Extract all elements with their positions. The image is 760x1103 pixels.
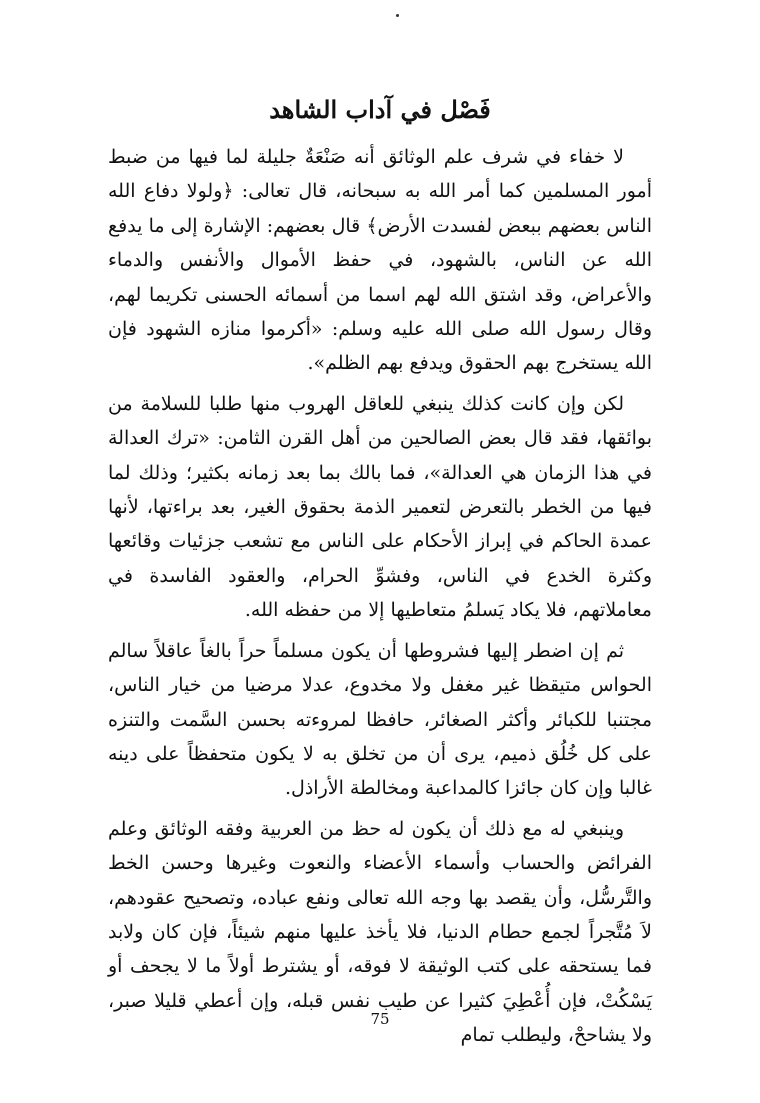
body-text xyxy=(108,140,652,1053)
paragraph-2: لكن وإن كانت كذلك ينبغي للعاقل الهروب منها طلبا للسلامة من بوائقها، فقد قال بعض الصالحين من أهل القرن الثامن: «ترك العدالة في هذا الزمان هي العدالة»، فما بالك بما بعد زمانه بكثير؛ وذلك لما فيها من الخطر بالتعرض لتعمير الذمة بحقوق الغير، بعد براءتها، لأنها عمدة الحاكم في إبراز الأحكام على الناس مع تشعب جزئيات وقائعها وكثرة الخدع في الناس، وفشوِّ الحرام، والعقود الفاسدة في معاملاتهم، فلا يكاد يَسلمُ متعاطيها إلا من حفظه الله. xyxy=(108,392,652,622)
paragraph-4: وينبغي له مع ذلك أن يكون له حظ من العربية وفقه الوثائق وعلم الفرائض والحساب وأسماء الأعضاء والنعوت وغيرها وحسن الخط والتَّرسُّل، وأن يقصد بها وجه الله تعالى ونفع عباده، وتصحيح عقودهم، لاَ مُتَّجراً لجمع حطام الدنيا، فلا يأخذ عليها منهم شيئاً، فإن كان ولابد فما يستحقه على كتب الوثيقة لا فوقه، أو يشترط أولاً ما لا يجحف أو يَسْكُتْ، فإن أُعْطِيَ كثيرا عن طيب نفس قبله، وإن أعطي قليلا صبر، ولا يشاححْ، وليطلب تمام xyxy=(108,817,652,1047)
paragraph-1: لا خفاء في شرف علم الوثائق أنه صَنْعَةٌ جليلة لما فيها من ضبط أمور المسلمين كما أمر الله به سبحانه، قال تعالى: ﴿ولولا دفاع الله الناس بعضهم ببعض لفسدت الأرض﴾ قال بعضهم: الإشارة إلى ما يدفع الله عن الناس، بالشهود، في حفظ الأموال والأنفس والدماء والأعراض، وقد اشتق الله لهم اسما من أسمائه الحسنى تكريما لهم، وقال رسول الله صلى الله عليه وسلم: «أكرموا منازه الشهود فإن الله يستخرج بهم الحقوق ويدفع بهم الظلم». xyxy=(108,146,652,375)
scan-speck xyxy=(396,14,399,17)
section-title: فَصْل في آداب الشاهد xyxy=(269,95,491,124)
page-number: 75 xyxy=(370,1010,390,1028)
paragraph-3: ثم إن اضطر إليها فشروطها أن يكون مسلماً حراً بالغاً عاقلاً سالم الحواس متيقظا غير مغفل ولا مخدوع، عدلا مرضيا من خيار الناس، مجتنبا للكبائر وأكثر الصغائر، حافظا لمروءته بحسن السَّمت والتنزه على كل خُلُق ذميم، يرى أن من تخلق به لا يكون متحفظاً على دينه غالبا وإن كان جائزا كالمداعبة ومخالطة الأراذل. xyxy=(108,639,652,800)
